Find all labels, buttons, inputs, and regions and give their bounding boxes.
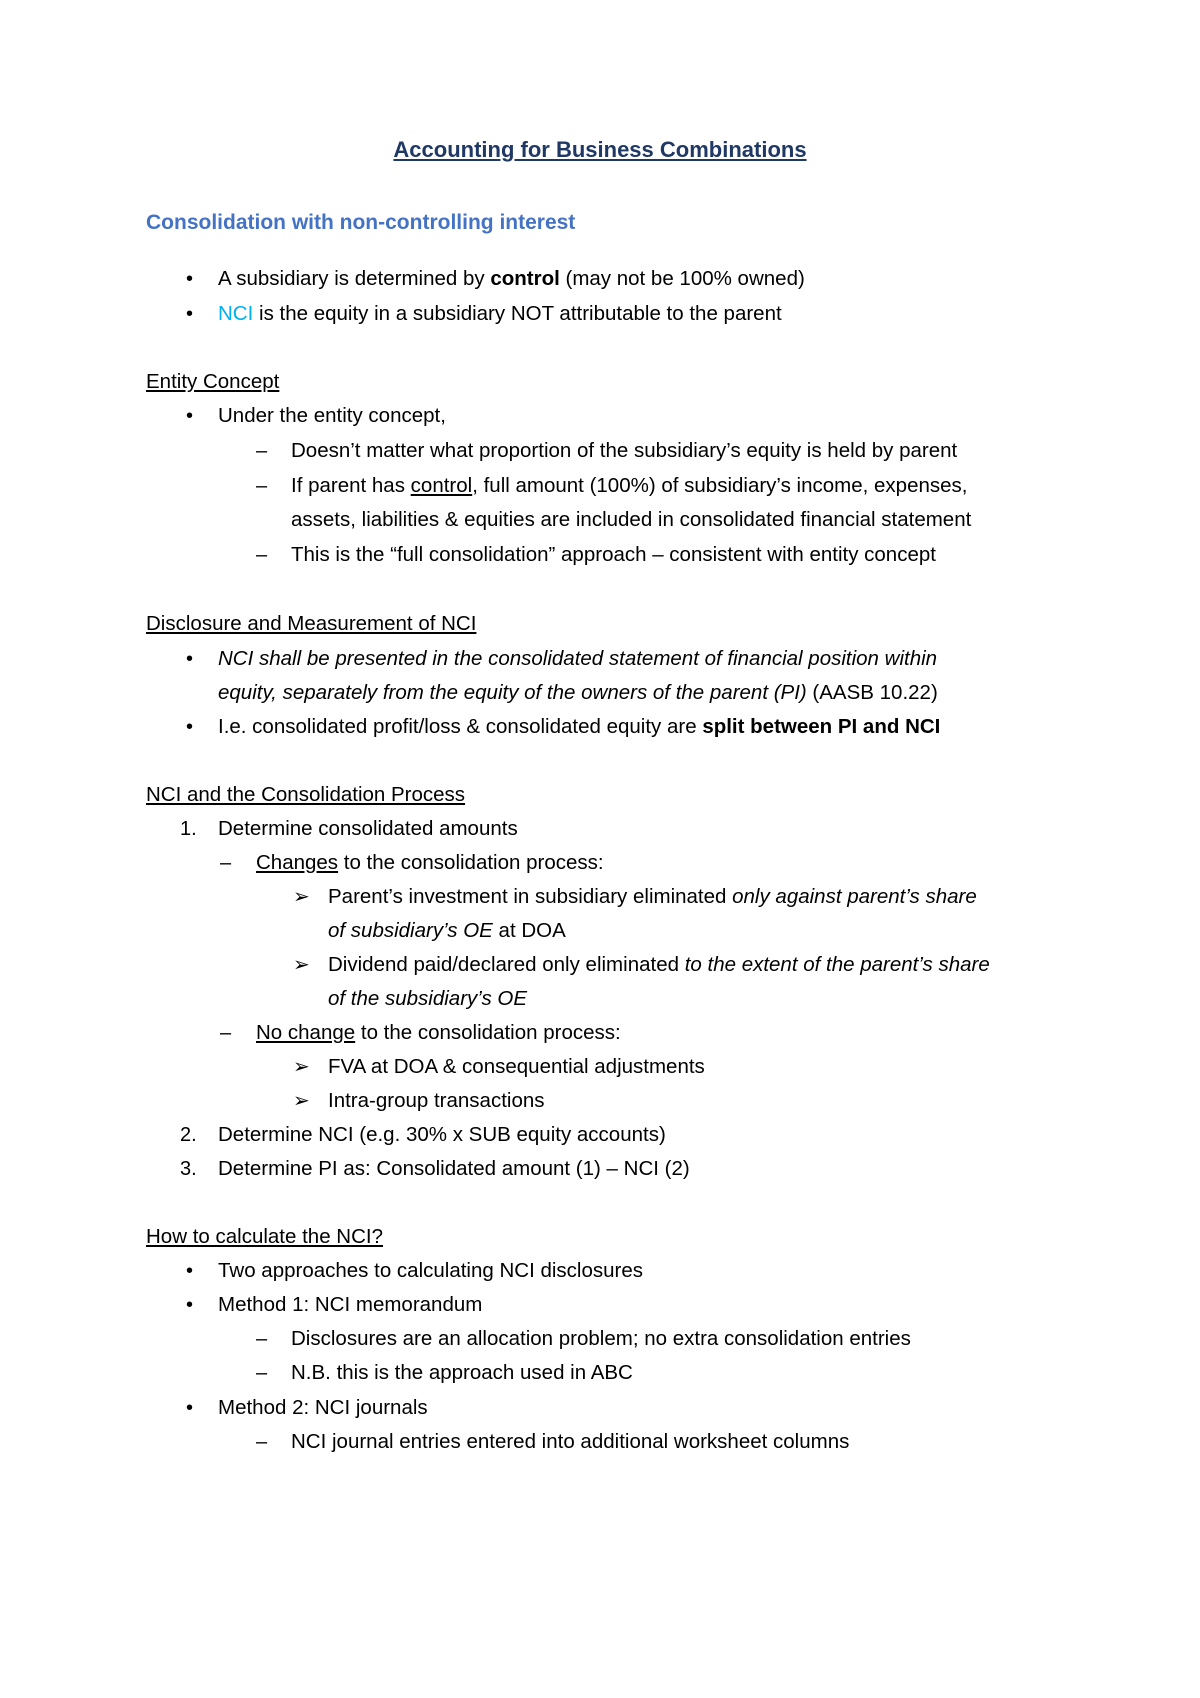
page-title: Accounting for Business Combinations — [393, 137, 807, 162]
changes-item-1: Parent’s investment in subsidiary eliminated only against parent’s share — [328, 885, 977, 908]
calc-bullet-1: Two approaches to calculating NCI disclosures — [218, 1259, 644, 1282]
disclosure-bullet-1-cont: equity, separately from the equity of the owners of the parent (PI) (AASB 10.22) — [218, 681, 938, 704]
changes-item-2: Dividend paid/declared only eliminated to the extent of the parent’s share — [328, 953, 990, 976]
intro-bullet-1: A subsidiary is determined by control (may not be 100% owned) — [218, 267, 805, 290]
no-change-item-1: FVA at DOA & consequential adjustments — [328, 1055, 705, 1078]
section-subtitle: Consolidation with non-controlling interest — [146, 211, 576, 234]
bullet-icon: • — [186, 1294, 194, 1316]
process-item-1: Determine consolidated amounts — [218, 817, 518, 840]
number-marker: 2. — [180, 1124, 197, 1146]
arrow-bullet-icon: ➢ — [293, 886, 310, 908]
dash-icon: – — [256, 475, 268, 497]
disclosure-bullet-2: I.e. consolidated profit/loss & consolidated equity are split between PI and NCI — [218, 715, 941, 738]
bullet-icon: • — [186, 1260, 194, 1282]
bullet-icon: • — [186, 303, 194, 325]
heading-calc: How to calculate the NCI? — [146, 1225, 384, 1248]
bullet-icon: • — [186, 1397, 194, 1419]
dash-icon: – — [256, 544, 268, 566]
entity-dash-3: This is the “full consolidation” approach – consistent with entity concept — [291, 543, 936, 566]
entity-dash-2-cont: assets, liabilities & equities are included in consolidated financial statement — [291, 508, 972, 531]
arrow-bullet-icon: ➢ — [293, 954, 310, 976]
intro-bullet-2: NCI is the equity in a subsidiary NOT attributable to the parent — [218, 302, 782, 325]
bullet-icon: • — [186, 405, 194, 427]
dash-icon: – — [256, 1362, 268, 1384]
bullet-icon: • — [186, 716, 194, 738]
heading-process: NCI and the Consolidation Process — [146, 783, 466, 806]
bullet-icon: • — [186, 268, 194, 290]
process-item-3: Determine PI as: Consolidated amount (1) – NCI (2) — [218, 1157, 690, 1180]
disclosure-bullet-1: NCI shall be presented in the consolidated statement of financial position within — [218, 647, 938, 670]
changes-item-2-cont: of the subsidiary’s OE — [328, 987, 528, 1010]
calc-dash-1: Disclosures are an allocation problem; no extra consolidation entries — [291, 1327, 911, 1350]
bullet-icon: • — [186, 648, 194, 670]
process-changes: Changes to the consolidation process: — [256, 851, 604, 874]
heading-entity-concept: Entity Concept — [146, 370, 280, 393]
changes-item-1-cont: of subsidiary’s OE at DOA — [328, 919, 566, 942]
dash-icon: – — [220, 1022, 232, 1044]
calc-bullet-3: Method 2: NCI journals — [218, 1396, 428, 1419]
number-marker: 3. — [180, 1158, 197, 1180]
heading-disclosure: Disclosure and Measurement of NCI — [146, 612, 477, 635]
entity-dash-2: If parent has control, full amount (100%) of subsidiary’s income, expenses, — [291, 474, 968, 497]
entity-bullet-1: Under the entity concept, — [218, 404, 446, 427]
dash-icon: – — [256, 1431, 268, 1453]
arrow-bullet-icon: ➢ — [293, 1090, 310, 1112]
calc-bullet-2: Method 1: NCI memorandum — [218, 1293, 483, 1316]
dash-icon: – — [256, 1328, 268, 1350]
process-no-change: No change to the consolidation process: — [256, 1021, 621, 1044]
arrow-bullet-icon: ➢ — [293, 1056, 310, 1078]
no-change-item-2: Intra-group transactions — [328, 1089, 545, 1112]
number-marker: 1. — [180, 818, 197, 840]
entity-dash-1: Doesn’t matter what proportion of the subsidiary’s equity is held by parent — [291, 439, 958, 462]
dash-icon: – — [256, 440, 268, 462]
calc-dash-3: NCI journal entries entered into additional worksheet columns — [291, 1430, 850, 1453]
calc-dash-2: N.B. this is the approach used in ABC — [291, 1361, 633, 1384]
process-item-2: Determine NCI (e.g. 30% x SUB equity accounts) — [218, 1123, 666, 1146]
dash-icon: – — [220, 852, 232, 874]
